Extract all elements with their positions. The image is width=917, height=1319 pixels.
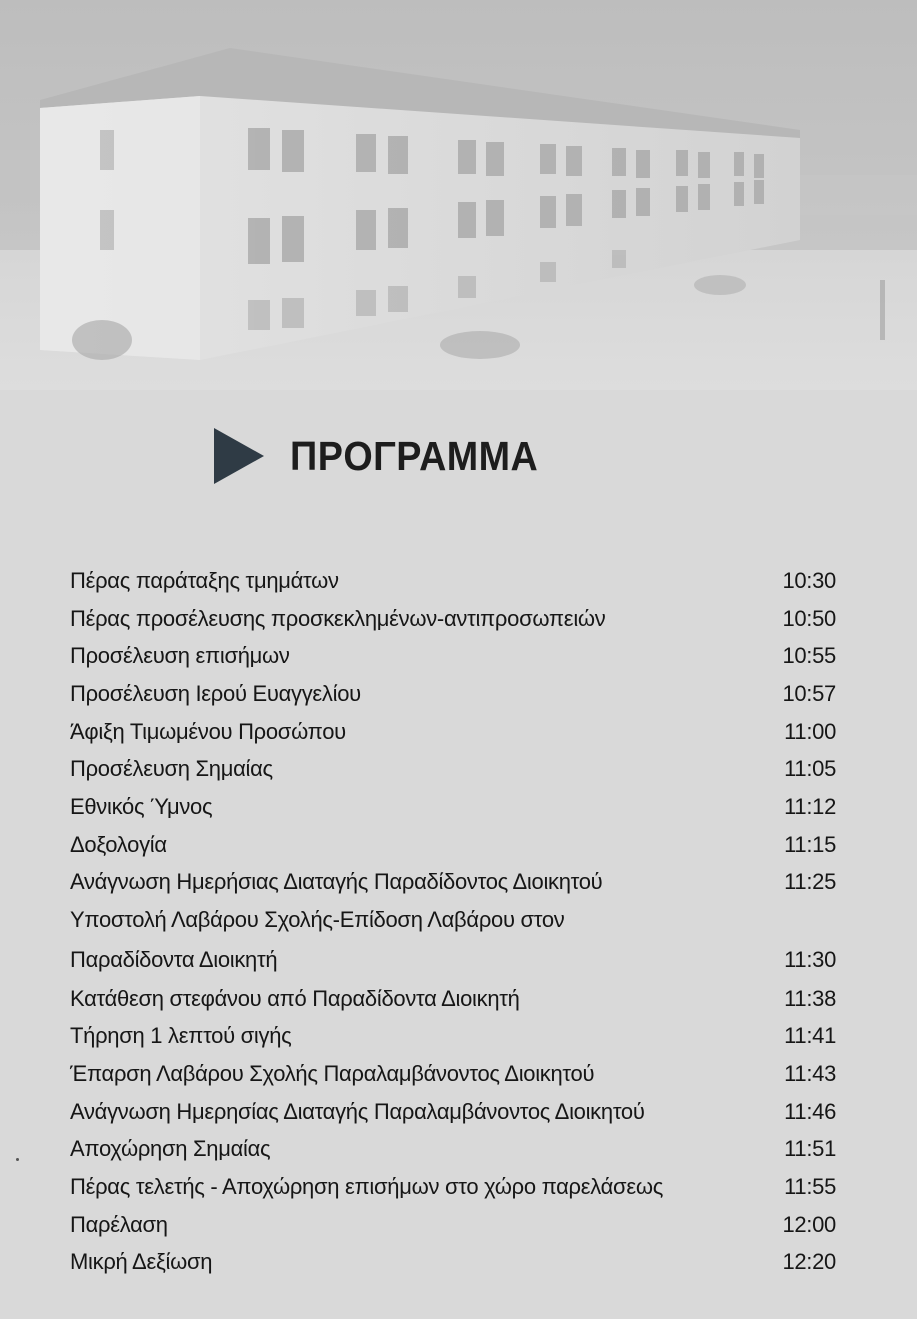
schedule-row bbox=[70, 675, 840, 713]
schedule-row bbox=[70, 1093, 840, 1131]
schedule-row bbox=[70, 600, 840, 638]
schedule-event: Ανάγνωση Ημερησίας Διαταγής Παραλαμβάνοντος Διοικητού bbox=[70, 1098, 645, 1124]
schedule-event: Παραδίδοντα Διοικητή bbox=[70, 946, 278, 972]
schedule-event: Πέρας προσέλευσης προσκεκλημένων-αντιπροσωπειών bbox=[70, 605, 606, 631]
schedule-event: Πέρας τελετής - Αποχώρηση επισήμων στο χώρο παρελάσεως bbox=[70, 1173, 664, 1199]
schedule-row bbox=[70, 713, 840, 751]
schedule-time: 11:25 bbox=[784, 869, 836, 895]
schedule-row bbox=[70, 562, 840, 600]
schedule-row bbox=[70, 637, 840, 675]
stray-dot bbox=[16, 1158, 19, 1161]
schedule-event: Τήρηση 1 λεπτού σιγής bbox=[70, 1023, 292, 1049]
schedule-time: 10:57 bbox=[782, 680, 836, 706]
schedule-event: Δοξολογία bbox=[70, 831, 167, 857]
schedule-time: 11:51 bbox=[784, 1136, 836, 1162]
schedule-time: 10:30 bbox=[782, 567, 836, 593]
schedule-row bbox=[70, 980, 840, 1018]
schedule-event: Κατάθεση στεφάνου από Παραδίδοντα Διοικητή bbox=[70, 985, 520, 1011]
schedule-time: 11:38 bbox=[784, 985, 836, 1011]
schedule-time: 11:43 bbox=[784, 1060, 836, 1086]
program-title: ΠΡΟΓΡΑΜΜΑ bbox=[290, 432, 539, 479]
schedule-row bbox=[70, 1168, 840, 1206]
schedule-row bbox=[70, 1017, 840, 1055]
schedule-event: Υποστολή Λαβάρου Σχολής-Επίδοση Λαβάρου στον bbox=[70, 907, 565, 933]
schedule-event: Εθνικός Ύμνος bbox=[70, 793, 213, 819]
schedule-row bbox=[70, 826, 840, 864]
schedule-time: 12:20 bbox=[782, 1249, 836, 1275]
schedule-event: Μικρή Δεξίωση bbox=[70, 1249, 213, 1275]
program-title-row bbox=[214, 426, 560, 486]
header-building-photo bbox=[0, 0, 917, 390]
schedule-time: 11:55 bbox=[784, 1173, 836, 1199]
schedule-row bbox=[70, 1055, 840, 1093]
schedule-time: 10:50 bbox=[782, 605, 836, 631]
schedule-row bbox=[70, 750, 840, 788]
schedule-event: Ανάγνωση Ημερήσιας Διαταγής Παραδίδοντος Διοικητού bbox=[70, 869, 603, 895]
schedule-time: 10:55 bbox=[782, 643, 836, 669]
schedule-event: Πέρας παράταξης τμημάτων bbox=[70, 567, 339, 593]
play-triangle-icon bbox=[214, 428, 264, 484]
schedule-event: Παρέλαση bbox=[70, 1211, 168, 1237]
schedule-event: Προσέλευση επισήμων bbox=[70, 643, 290, 669]
schedule-event: Αποχώρηση Σημαίας bbox=[70, 1136, 271, 1162]
schedule-time: 11:41 bbox=[784, 1023, 836, 1049]
schedule-row bbox=[70, 1130, 840, 1168]
schedule-time: 11:15 bbox=[784, 831, 836, 857]
schedule-time: 11:00 bbox=[784, 718, 836, 744]
schedule-row bbox=[70, 901, 840, 940]
schedule-time: 11:46 bbox=[784, 1098, 836, 1124]
schedule-time: 11:05 bbox=[784, 756, 836, 782]
schedule-event: Προσέλευση Ιερού Ευαγγελίου bbox=[70, 680, 361, 706]
building-illustration bbox=[0, 0, 917, 390]
schedule-event: Έπαρση Λαβάρου Σχολής Παραλαμβάνοντος Διοικητού bbox=[70, 1060, 595, 1086]
schedule-row bbox=[70, 1244, 840, 1282]
schedule-time: 11:12 bbox=[784, 793, 836, 819]
schedule-time: 11:30 bbox=[784, 946, 836, 972]
schedule-list bbox=[70, 562, 840, 1281]
schedule-time: 12:00 bbox=[782, 1211, 836, 1237]
schedule-row bbox=[70, 864, 840, 902]
schedule-row bbox=[70, 1206, 840, 1244]
schedule-row bbox=[70, 940, 840, 980]
schedule-event: Άφιξη Τιμωμένου Προσώπου bbox=[70, 718, 346, 744]
schedule-row bbox=[70, 788, 840, 826]
schedule-event: Προσέλευση Σημαίας bbox=[70, 756, 273, 782]
